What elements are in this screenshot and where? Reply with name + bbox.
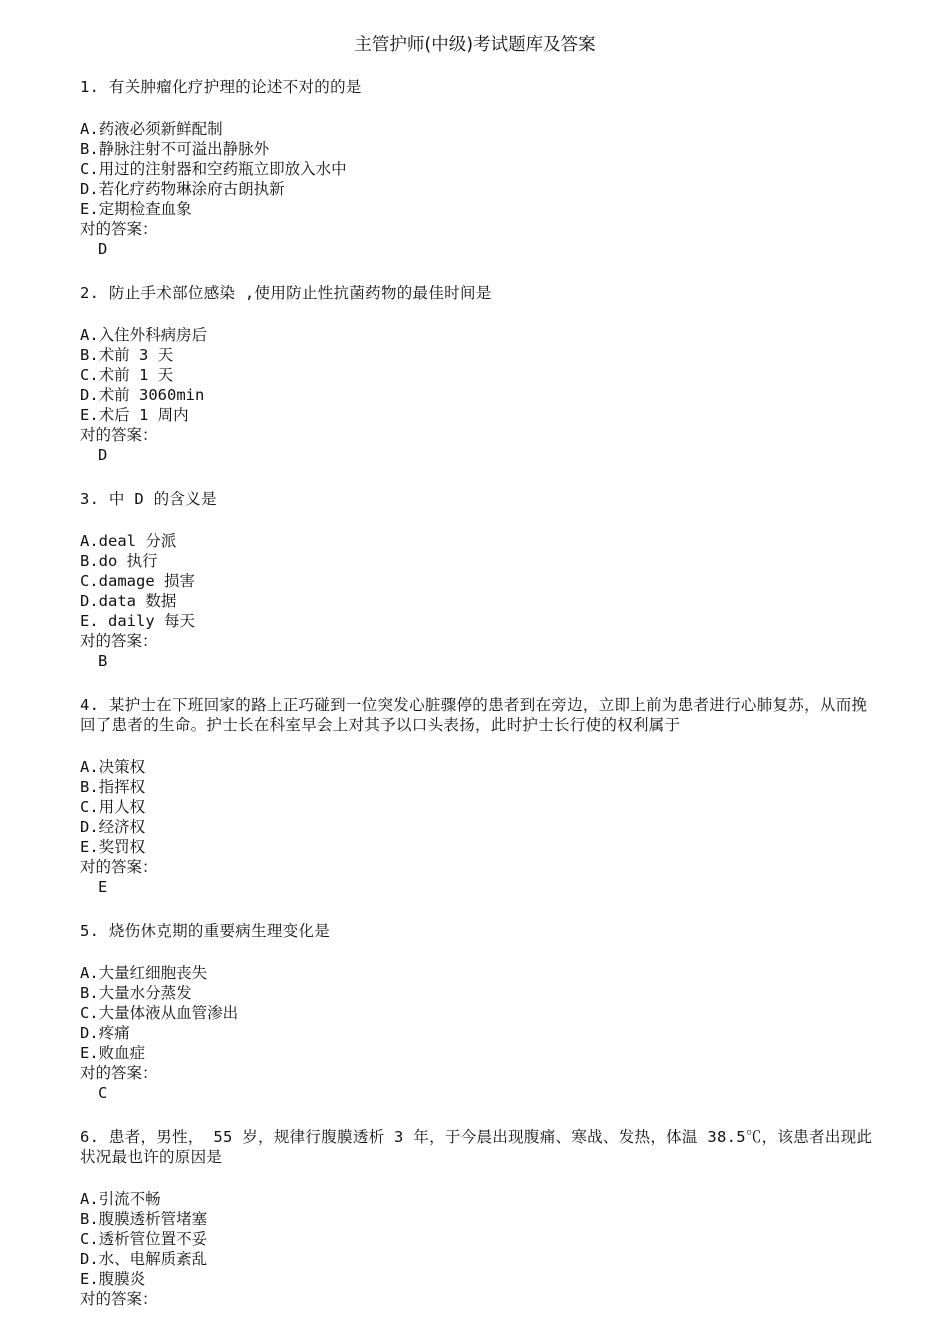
answer-label: 对的答案： — [80, 858, 158, 876]
spacer — [80, 897, 880, 921]
option-c: C.用人权 — [80, 798, 146, 816]
option-c: C.用过的注射器和空药瓶立即放入水中 — [80, 160, 347, 178]
answer-value: D — [98, 240, 108, 258]
question-4 — [80, 695, 880, 921]
option-b: B.指挥权 — [80, 778, 146, 796]
question-list — [80, 77, 880, 1309]
option-a: A.大量红细胞丧失 — [80, 964, 208, 982]
question-2 — [80, 283, 880, 489]
question-stem: 4. 某护士在下班回家的路上正巧碰到一位突发心脏骤停的患者到在旁边，立即上前为患者进行心肺复苏，从而挽回了患者的生命。护士长在科室早会上对其予以口头表扬，此时护士长行使的权利属于 — [80, 696, 868, 734]
option-a: A.入住外科病房后 — [80, 326, 208, 344]
question-stem: 5. 烧伤休克期的重要病生理变化是 — [80, 922, 331, 940]
answer-label: 对的答案： — [80, 632, 158, 650]
question-stem: 3. 中 D 的含义是 — [80, 490, 217, 508]
answer-value: B — [98, 652, 108, 670]
spacer — [80, 671, 880, 695]
option-b: B.腹膜透析管堵塞 — [80, 1210, 208, 1228]
option-c: C.透析管位置不妥 — [80, 1230, 208, 1248]
option-c: C.damage 损害 — [80, 572, 195, 590]
option-a: A.药液必须新鲜配制 — [80, 120, 223, 138]
answer-label: 对的答案： — [80, 1064, 158, 1082]
question-6 — [80, 1127, 880, 1309]
option-d: D.疼痛 — [80, 1024, 130, 1042]
option-a: A.deal 分派 — [80, 532, 177, 550]
question-1 — [80, 77, 880, 283]
question-stem: 2. 防止手术部位感染 ,使用防止性抗菌药物的最佳时间是 — [80, 284, 492, 302]
question-stem: 1. 有关肿瘤化疗护理的论述不对的的是 — [80, 78, 362, 96]
question-3 — [80, 489, 880, 695]
option-e: E.腹膜炎 — [80, 1270, 146, 1288]
option-e: E.定期检查血象 — [80, 200, 192, 218]
question-stem: 6. 患者，男性， 55 岁，规律行腹膜透析 3 年，于今晨出现腹痛、寒战、发热，体温 38.5℃，该患者出现此状况最也许的原因是 — [80, 1128, 873, 1166]
option-d: D.经济权 — [80, 818, 146, 836]
option-d: D.术前 3060min — [80, 386, 205, 404]
answer-value: C — [98, 1084, 108, 1102]
option-d: D.若化疗药物琳涂府古朗执新 — [80, 180, 285, 198]
question-5 — [80, 921, 880, 1127]
option-e: E.奖罚权 — [80, 838, 146, 856]
answer-value: E — [98, 878, 108, 896]
answer-label: 对的答案： — [80, 1290, 158, 1308]
option-a: A.决策权 — [80, 758, 146, 776]
option-e: E.败血症 — [80, 1044, 146, 1062]
option-b: B.大量水分蒸发 — [80, 984, 192, 1002]
option-c: C.大量体液从血管渗出 — [80, 1004, 239, 1022]
answer-label: 对的答案： — [80, 220, 158, 238]
spacer — [80, 1103, 880, 1127]
answer-label: 对的答案： — [80, 426, 158, 444]
answer-value: D — [98, 446, 108, 464]
spacer — [80, 465, 880, 489]
option-b: B.do 执行 — [80, 552, 158, 570]
option-c: C.术前 1 天 — [80, 366, 174, 384]
option-b: B.静脉注射不可溢出静脉外 — [80, 140, 270, 158]
option-b: B.术前 3 天 — [80, 346, 174, 364]
spacer — [80, 259, 880, 283]
option-a: A.引流不畅 — [80, 1190, 161, 1208]
option-d: D.水、电解质紊乱 — [80, 1250, 208, 1268]
document-title: 主管护师(中级)考试题库及答案 — [354, 35, 596, 55]
option-d: D.data 数据 — [80, 592, 177, 610]
option-e: E. daily 每天 — [80, 612, 195, 630]
option-e: E.术后 1 周内 — [80, 406, 189, 424]
